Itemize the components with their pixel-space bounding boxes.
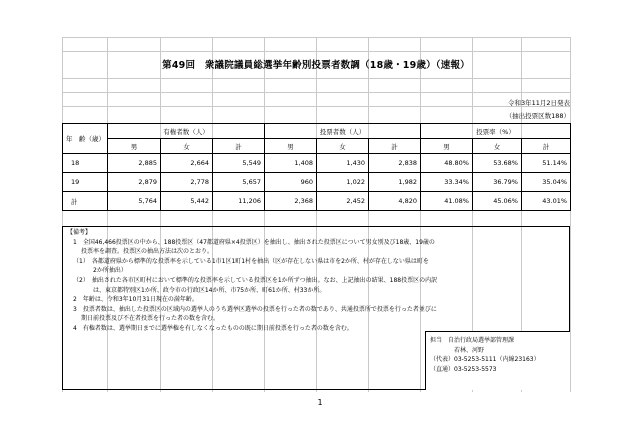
- voters-header: 投票者数（人）: [265, 124, 421, 139]
- value-cell: 960: [265, 173, 317, 192]
- value-cell: 5,442: [161, 192, 213, 211]
- sub-header: 計: [369, 139, 421, 154]
- announcement-date: 令和3年11月2日発表: [507, 99, 570, 107]
- value-cell: 1,430: [317, 154, 369, 173]
- value-cell: 48.80%: [421, 154, 473, 173]
- value-cell: 2,838: [369, 154, 421, 173]
- value-cell: 1,022: [317, 173, 369, 192]
- value-cell: 45.06%: [473, 192, 522, 211]
- page-number: 1: [317, 398, 323, 407]
- sub-header: 男: [265, 139, 317, 154]
- value-cell: 35.04%: [522, 173, 571, 192]
- value-cell: 5,657: [213, 173, 265, 192]
- sub-header: 計: [213, 139, 265, 154]
- gridline: [62, 51, 570, 52]
- gridline: [62, 92, 570, 93]
- electors-header: 有権者数（人）: [108, 124, 265, 139]
- contact-line: （代表）03-5253-5111（内線23163）: [430, 356, 540, 363]
- value-cell: 11,206: [213, 192, 265, 211]
- table-header-row: [63, 124, 571, 139]
- remarks-heading: 【備考】: [67, 229, 92, 236]
- value-cell: 53.68%: [473, 154, 522, 173]
- value-cell: 2,885: [108, 154, 161, 173]
- table-row: [63, 154, 571, 173]
- remark-line: 2か所抽出）: [93, 267, 127, 275]
- contact-box: [425, 331, 570, 390]
- sub-header: 女: [161, 139, 213, 154]
- remark-line: 期日前投票及び不在者投票を行った者の数を含む。: [81, 315, 220, 323]
- value-cell: 5,549: [213, 154, 265, 173]
- contact-line: 若林、河野: [430, 346, 485, 354]
- value-cell: 2,879: [108, 173, 161, 192]
- value-cell: 33.34%: [421, 173, 473, 192]
- turnout-header: 投票率（%）: [421, 124, 571, 139]
- turnout-table: [62, 123, 571, 211]
- age-cell: 18: [63, 154, 108, 173]
- value-cell: 4,820: [369, 192, 421, 211]
- sub-header: 男: [108, 139, 161, 154]
- contact-line: （直通）03-5253-5573: [430, 365, 497, 373]
- value-cell: 2,664: [161, 154, 213, 173]
- remark-line: （2） 抽出された各市区町村において標準的な投票率を示している投票区を1か所ずつ抽出。なお、上記抽出の結果、188投票区の内訳: [73, 276, 438, 284]
- remark-line: 1 全国46,466投票区の中から、188投票区（47都道府県×4投票区）を抽出し、抽出された投票区について男女別及び18歳、19歳の: [73, 238, 435, 246]
- value-cell: 1,408: [265, 154, 317, 173]
- value-cell: 5,764: [108, 192, 161, 211]
- table-subheader-row: [63, 139, 571, 154]
- value-cell: 2,368: [265, 192, 317, 211]
- remark-line: 3 投票者数は、抽出した投票区の区域内の選挙人のうち選挙区選挙の投票を行った者の数であり、共通投票所で投票を行った者並びに: [73, 305, 437, 313]
- value-cell: 41.08%: [421, 192, 473, 211]
- value-cell: 2,452: [317, 192, 369, 211]
- contact-line: 担当 自治行政局選挙部管理課: [430, 337, 515, 344]
- table-total-row: [63, 192, 571, 211]
- districts-note: （抽出投票区数188）: [505, 112, 570, 120]
- gridline: [62, 78, 570, 79]
- age-header: 年 齢（歳）: [63, 124, 108, 154]
- value-cell: 1,982: [369, 173, 421, 192]
- value-cell: 51.14%: [522, 154, 571, 173]
- remark-line: 2 年齢は、令和3年10月31日現在の満年齢。: [73, 296, 198, 304]
- remark-line: は、東京都特別区1か所、政令市の行政区14か所、市75か所、町61か所、村33か所。: [93, 286, 326, 294]
- gridline: [62, 106, 570, 107]
- table-row: [63, 173, 571, 192]
- remark-line: 4 有権者数は、選挙期日までに選挙権を有しなくなったものの既に期日前投票を行った者の数を含む。: [73, 324, 353, 332]
- page-title: 第49回 衆議院議員総選挙年齢別投票者数調（18歳・19歳）（速報）: [162, 60, 470, 71]
- remark-line: （1） 各都道府県から標準的な投票率を示している1市1区1町1村を抽出（区が存在しない県は市を2か所、村が存在しない県は町を: [73, 257, 429, 265]
- sub-header: 女: [317, 139, 369, 154]
- remark-line: 投票率を調査。投票区の抽出方法は次のとおり。: [81, 248, 214, 256]
- sub-header: 女: [473, 139, 522, 154]
- age-cell: 計: [63, 192, 108, 211]
- value-cell: 2,778: [161, 173, 213, 192]
- sub-header: 男: [421, 139, 473, 154]
- age-cell: 19: [63, 173, 108, 192]
- value-cell: 43.01%: [522, 192, 571, 211]
- sub-header: 計: [522, 139, 571, 154]
- gridline: [62, 37, 570, 38]
- gridline: [570, 37, 571, 392]
- value-cell: 36.79%: [473, 173, 522, 192]
